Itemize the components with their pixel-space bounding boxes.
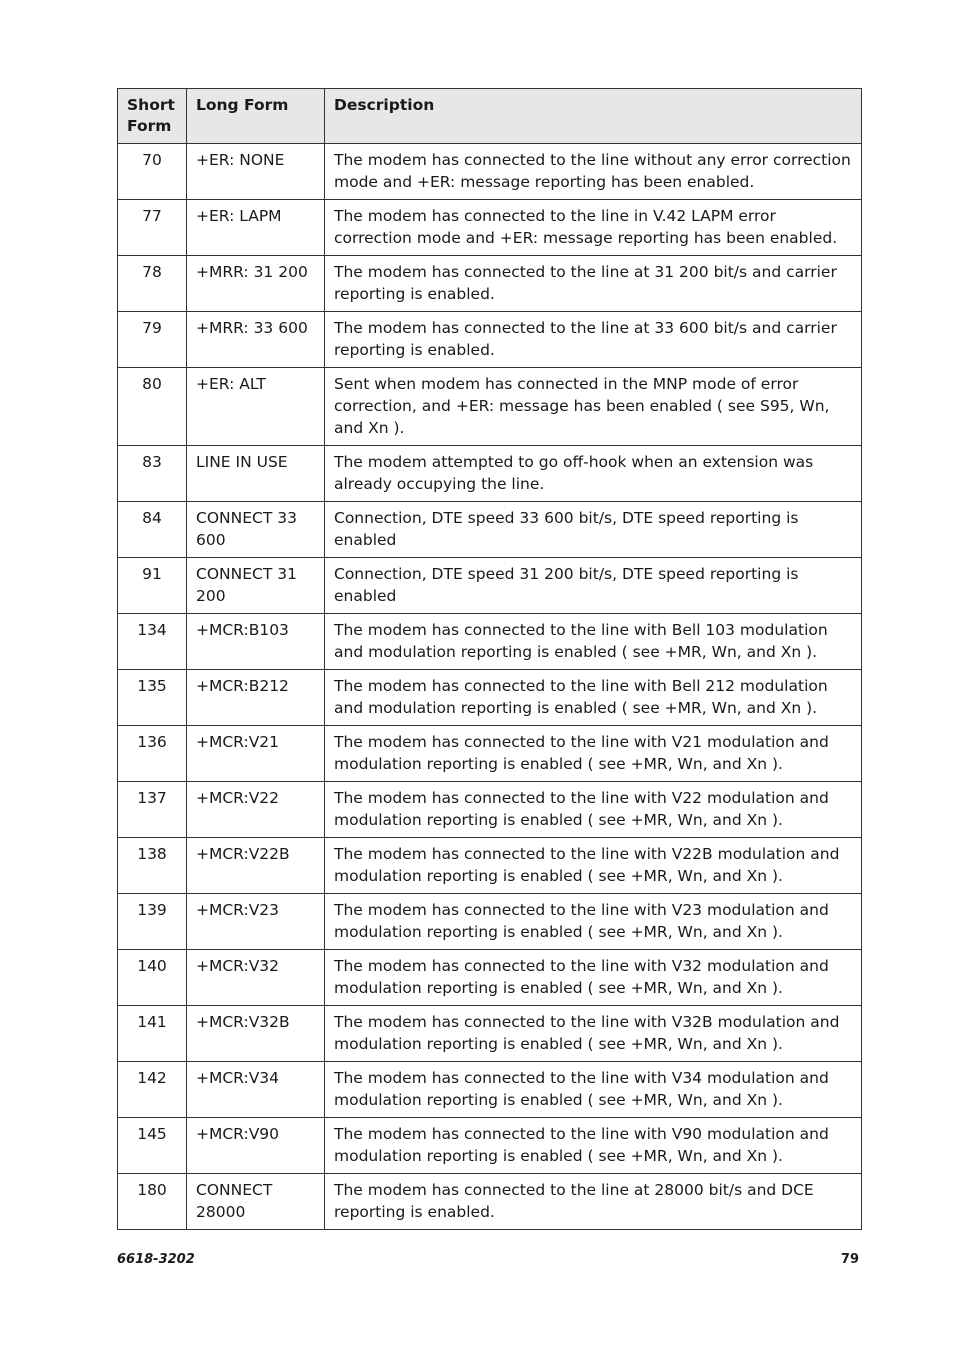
short-form-cell: 136	[118, 726, 187, 782]
long-form-cell: CONNECT 28000	[187, 1174, 325, 1230]
description-cell: The modem attempted to go off-hook when an extension was already occupying the line.	[325, 446, 862, 502]
long-form-cell: LINE IN USE	[187, 446, 325, 502]
long-form-cell: +MCR:V23	[187, 894, 325, 950]
page-number: 79	[840, 1252, 859, 1267]
description-cell: The modem has connected to the line with V21 modulation and modulation reporting is enabled ( see +MR, Wn, and Xn ).	[325, 726, 862, 782]
table-row	[118, 200, 862, 256]
description-cell: The modem has connected to the line with Bell 212 modulation and modulation reporting is enabled ( see +MR, Wn, and Xn ).	[325, 670, 862, 726]
short-form-cell: 80	[118, 368, 187, 446]
description-cell: The modem has connected to the line with V23 modulation and modulation reporting is enabled ( see +MR, Wn, and Xn ).	[325, 894, 862, 950]
long-form-cell: +MRR: 33 600	[187, 312, 325, 368]
long-form-cell: +ER: NONE	[187, 144, 325, 200]
table-row	[118, 368, 862, 446]
description-cell: Sent when modem has connected in the MNP mode of error correction, and +ER: message has been enabled ( see S95, Wn, and Xn ).	[325, 368, 862, 446]
description-cell: The modem has connected to the line with V32 modulation and modulation reporting is enabled ( see +MR, Wn, and Xn ).	[325, 950, 862, 1006]
table-row	[118, 950, 862, 1006]
short-form-cell: 91	[118, 558, 187, 614]
description-cell: The modem has connected to the line with V34 modulation and modulation reporting is enabled ( see +MR, Wn, and Xn ).	[325, 1062, 862, 1118]
long-form-cell: +MCR:V32B	[187, 1006, 325, 1062]
short-form-cell: 180	[118, 1174, 187, 1230]
description-cell: The modem has connected to the line at 28000 bit/s and DCE reporting is enabled.	[325, 1174, 862, 1230]
table-body	[118, 144, 862, 1230]
short-form-cell: 138	[118, 838, 187, 894]
long-form-cell: +ER: ALT	[187, 368, 325, 446]
short-form-cell: 137	[118, 782, 187, 838]
description-cell: The modem has connected to the line at 31 200 bit/s and carrier reporting is enabled.	[325, 256, 862, 312]
short-form-cell: 140	[118, 950, 187, 1006]
table-row	[118, 446, 862, 502]
long-form-cell: +MCR:B103	[187, 614, 325, 670]
description-cell: The modem has connected to the line with V90 modulation and modulation reporting is enabled ( see +MR, Wn, and Xn ).	[325, 1118, 862, 1174]
table-row	[118, 1062, 862, 1118]
short-form-cell: 142	[118, 1062, 187, 1118]
description-cell: The modem has connected to the line with V22 modulation and modulation reporting is enabled ( see +MR, Wn, and Xn ).	[325, 782, 862, 838]
short-form-cell: 84	[118, 502, 187, 558]
table-row	[118, 838, 862, 894]
table-row	[118, 782, 862, 838]
long-form-cell: +MCR:V22B	[187, 838, 325, 894]
short-form-cell: 145	[118, 1118, 187, 1174]
table-row	[118, 312, 862, 368]
long-form-cell: +MCR:V32	[187, 950, 325, 1006]
long-form-cell: +MRR: 31 200	[187, 256, 325, 312]
description-cell: The modem has connected to the line with V22B modulation and modulation reporting is enabled ( see +MR, Wn, and Xn ).	[325, 838, 862, 894]
short-form-cell: 83	[118, 446, 187, 502]
table-row	[118, 1118, 862, 1174]
description-cell: The modem has connected to the line without any error correction mode and +ER: message reporting has been enabled.	[325, 144, 862, 200]
table-row	[118, 1174, 862, 1230]
short-form-cell: 77	[118, 200, 187, 256]
table-header-row	[118, 89, 862, 144]
long-form-cell: CONNECT 31 200	[187, 558, 325, 614]
long-form-cell: +MCR:V21	[187, 726, 325, 782]
table-row	[118, 144, 862, 200]
table-row	[118, 256, 862, 312]
long-form-cell: +MCR:B212	[187, 670, 325, 726]
table-row	[118, 670, 862, 726]
header-description: Description	[325, 89, 862, 144]
description-cell: Connection, DTE speed 33 600 bit/s, DTE speed reporting is enabled	[325, 502, 862, 558]
short-form-cell: 70	[118, 144, 187, 200]
table-row	[118, 726, 862, 782]
long-form-cell: CONNECT 33 600	[187, 502, 325, 558]
description-cell: The modem has connected to the line with V32B modulation and modulation reporting is enabled ( see +MR, Wn, and Xn ).	[325, 1006, 862, 1062]
result-codes-table	[117, 88, 862, 1230]
table-row	[118, 502, 862, 558]
long-form-cell: +MCR:V90	[187, 1118, 325, 1174]
table-row	[118, 614, 862, 670]
table-row	[118, 1006, 862, 1062]
description-cell: The modem has connected to the line at 33 600 bit/s and carrier reporting is enabled.	[325, 312, 862, 368]
short-form-cell: 135	[118, 670, 187, 726]
long-form-cell: +MCR:V34	[187, 1062, 325, 1118]
short-form-cell: 79	[118, 312, 187, 368]
description-cell: The modem has connected to the line with Bell 103 modulation and modulation reporting is enabled ( see +MR, Wn, and Xn ).	[325, 614, 862, 670]
short-form-cell: 139	[118, 894, 187, 950]
header-short-form: Short Form	[118, 89, 187, 144]
description-cell: The modem has connected to the line in V.42 LAPM error correction mode and +ER: message reporting has been enabled.	[325, 200, 862, 256]
description-cell: Connection, DTE speed 31 200 bit/s, DTE speed reporting is enabled	[325, 558, 862, 614]
table-row	[118, 894, 862, 950]
table-row	[118, 558, 862, 614]
long-form-cell: +ER: LAPM	[187, 200, 325, 256]
short-form-cell: 134	[118, 614, 187, 670]
long-form-cell: +MCR:V22	[187, 782, 325, 838]
short-form-cell: 141	[118, 1006, 187, 1062]
document-code: 6618-3202	[117, 1252, 195, 1267]
short-form-cell: 78	[118, 256, 187, 312]
header-long-form: Long Form	[187, 89, 325, 144]
